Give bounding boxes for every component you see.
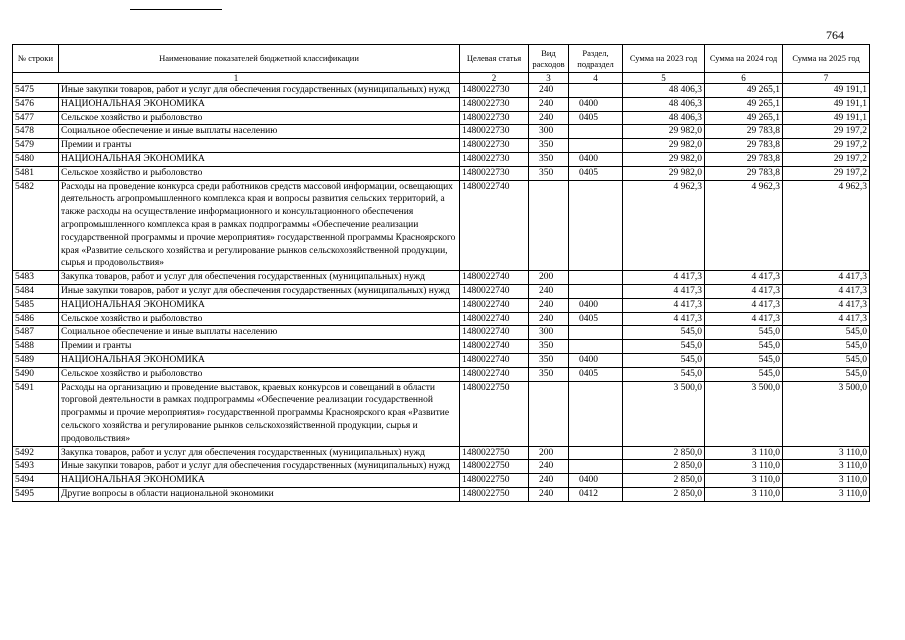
row-sum-2024: 4 962,3 (705, 180, 783, 271)
row-target: 1480022730 (460, 152, 529, 166)
row-target: 1480022730 (460, 125, 529, 139)
row-sum-2023: 29 982,0 (623, 152, 705, 166)
row-razdel: 0400 (569, 353, 623, 367)
row-name: Закупка товаров, работ и услуг для обеспечения государственных (муниципальных) нужд (59, 446, 460, 460)
row-name: НАЦИОНАЛЬНАЯ ЭКОНОМИКА (59, 298, 460, 312)
colnum-1: 1 (13, 73, 460, 84)
row-sum-2023: 29 982,0 (623, 166, 705, 180)
row-sum-2025: 545,0 (783, 326, 870, 340)
row-sum-2023: 4 417,3 (623, 312, 705, 326)
row-vid (529, 180, 569, 271)
row-sum-2024: 545,0 (705, 340, 783, 354)
row-target: 1480022740 (460, 326, 529, 340)
row-vid: 240 (529, 487, 569, 501)
row-target: 1480022740 (460, 312, 529, 326)
row-name: Сельское хозяйство и рыболовство (59, 312, 460, 326)
row-vid: 350 (529, 152, 569, 166)
row-sum-2024: 3 500,0 (705, 381, 783, 446)
row-sum-2023: 48 406,3 (623, 111, 705, 125)
row-number: 5481 (13, 166, 59, 180)
top-rule (130, 9, 222, 10)
header-row (13, 45, 870, 73)
row-vid: 240 (529, 298, 569, 312)
row-sum-2023: 4 417,3 (623, 284, 705, 298)
row-name: Сельское хозяйство и рыболовство (59, 166, 460, 180)
row-razdel: 0405 (569, 367, 623, 381)
table-row (13, 152, 870, 166)
row-sum-2024: 3 110,0 (705, 460, 783, 474)
table-row (13, 139, 870, 153)
row-sum-2024: 4 417,3 (705, 298, 783, 312)
row-razdel (569, 340, 623, 354)
row-sum-2023: 29 982,0 (623, 139, 705, 153)
row-sum-2024: 49 265,1 (705, 97, 783, 111)
row-razdel: 0405 (569, 166, 623, 180)
row-target: 1480022740 (460, 367, 529, 381)
row-sum-2025: 545,0 (783, 353, 870, 367)
row-target: 1480022740 (460, 271, 529, 285)
row-vid: 240 (529, 97, 569, 111)
row-vid: 300 (529, 125, 569, 139)
row-number: 5480 (13, 152, 59, 166)
row-sum-2023: 4 417,3 (623, 271, 705, 285)
row-sum-2025: 29 197,2 (783, 152, 870, 166)
row-target: 1480022750 (460, 474, 529, 488)
row-number: 5491 (13, 381, 59, 446)
row-target: 1480022750 (460, 460, 529, 474)
row-razdel (569, 446, 623, 460)
row-target: 1480022730 (460, 139, 529, 153)
table-row (13, 180, 870, 271)
row-target: 1480022730 (460, 84, 529, 98)
row-number: 5492 (13, 446, 59, 460)
row-sum-2023: 48 406,3 (623, 84, 705, 98)
row-name: Закупка товаров, работ и услуг для обеспечения государственных (муниципальных) нужд (59, 271, 460, 285)
header-razdel: Раздел, подраздел (569, 45, 623, 73)
table-row (13, 381, 870, 446)
header-sum-2025: Сумма на 2025 год (783, 45, 870, 73)
table-row (13, 97, 870, 111)
row-sum-2024: 545,0 (705, 367, 783, 381)
row-sum-2025: 545,0 (783, 340, 870, 354)
row-number: 5489 (13, 353, 59, 367)
row-number: 5484 (13, 284, 59, 298)
table-row (13, 326, 870, 340)
row-name: Иные закупки товаров, работ и услуг для обеспечения государственных (муниципальных) нужд (59, 84, 460, 98)
budget-table (12, 44, 870, 502)
row-razdel (569, 326, 623, 340)
row-number: 5479 (13, 139, 59, 153)
row-number: 5493 (13, 460, 59, 474)
row-vid: 240 (529, 84, 569, 98)
row-sum-2025: 49 191,1 (783, 84, 870, 98)
row-name: НАЦИОНАЛЬНАЯ ЭКОНОМИКА (59, 97, 460, 111)
column-number-row (13, 73, 870, 84)
row-sum-2023: 545,0 (623, 340, 705, 354)
row-name: Расходы на проведение конкурса среди работников средств массовой информации, освещающих деятельность агропромышленного комплекса края и вопросы развития сельских территорий, а также расходы на осуществление информационного и консультационного обеспечения агропромышленного комплекса края в рамках подпрограммы «Обеспечение реализации государственной программы и прочие мероприятия» государственной программы Красноярского края «Развитие сельского хозяйства и регулирование рынков сельскохозяйственной продукции, сырья и продовольствия» (59, 180, 460, 271)
row-sum-2024: 29 783,8 (705, 166, 783, 180)
row-sum-2023: 545,0 (623, 367, 705, 381)
row-name: Социальное обеспечение и иные выплаты населению (59, 326, 460, 340)
row-sum-2024: 49 265,1 (705, 111, 783, 125)
table-row (13, 367, 870, 381)
row-name: НАЦИОНАЛЬНАЯ ЭКОНОМИКА (59, 353, 460, 367)
row-razdel (569, 180, 623, 271)
row-sum-2023: 29 982,0 (623, 125, 705, 139)
table-row (13, 284, 870, 298)
row-sum-2024: 4 417,3 (705, 312, 783, 326)
row-vid: 350 (529, 353, 569, 367)
row-razdel: 0405 (569, 312, 623, 326)
row-target: 1480022740 (460, 298, 529, 312)
row-target: 1480022730 (460, 111, 529, 125)
row-sum-2025: 49 191,1 (783, 111, 870, 125)
row-name: НАЦИОНАЛЬНАЯ ЭКОНОМИКА (59, 152, 460, 166)
row-number: 5494 (13, 474, 59, 488)
row-sum-2024: 3 110,0 (705, 474, 783, 488)
row-number: 5475 (13, 84, 59, 98)
row-sum-2025: 3 110,0 (783, 446, 870, 460)
row-sum-2024: 29 783,8 (705, 125, 783, 139)
header-sum-2024: Сумма на 2024 год (705, 45, 783, 73)
row-vid: 200 (529, 271, 569, 285)
table-row (13, 312, 870, 326)
row-sum-2024: 49 265,1 (705, 84, 783, 98)
row-razdel (569, 460, 623, 474)
row-target: 1480022750 (460, 487, 529, 501)
row-sum-2025: 545,0 (783, 367, 870, 381)
row-vid: 200 (529, 446, 569, 460)
row-sum-2024: 3 110,0 (705, 487, 783, 501)
row-sum-2024: 29 783,8 (705, 152, 783, 166)
row-name: Премии и гранты (59, 340, 460, 354)
row-sum-2025: 29 197,2 (783, 166, 870, 180)
row-target: 1480022730 (460, 97, 529, 111)
table-row (13, 460, 870, 474)
table-row (13, 340, 870, 354)
table-row (13, 298, 870, 312)
colnum-2: 2 (460, 73, 529, 84)
row-number: 5485 (13, 298, 59, 312)
row-number: 5476 (13, 97, 59, 111)
row-number: 5478 (13, 125, 59, 139)
row-sum-2023: 545,0 (623, 326, 705, 340)
colnum-7: 7 (783, 73, 870, 84)
header-sum-2023: Сумма на 2023 год (623, 45, 705, 73)
row-vid: 240 (529, 284, 569, 298)
row-name: Другие вопросы в области национальной экономики (59, 487, 460, 501)
row-sum-2023: 545,0 (623, 353, 705, 367)
row-razdel (569, 271, 623, 285)
row-target: 1480022730 (460, 166, 529, 180)
row-sum-2023: 4 417,3 (623, 298, 705, 312)
row-number: 5482 (13, 180, 59, 271)
row-razdel (569, 284, 623, 298)
row-name: Сельское хозяйство и рыболовство (59, 111, 460, 125)
row-target: 1480022750 (460, 446, 529, 460)
row-number: 5488 (13, 340, 59, 354)
row-sum-2025: 3 110,0 (783, 487, 870, 501)
row-target: 1480022740 (460, 353, 529, 367)
row-sum-2024: 3 110,0 (705, 446, 783, 460)
row-vid: 350 (529, 166, 569, 180)
row-razdel: 0400 (569, 97, 623, 111)
colnum-5: 5 (623, 73, 705, 84)
row-target: 1480022740 (460, 284, 529, 298)
row-vid: 350 (529, 340, 569, 354)
row-sum-2025: 3 110,0 (783, 474, 870, 488)
table-row (13, 271, 870, 285)
colnum-4: 4 (569, 73, 623, 84)
row-razdel: 0400 (569, 152, 623, 166)
row-razdel: 0412 (569, 487, 623, 501)
row-name: Сельское хозяйство и рыболовство (59, 367, 460, 381)
table-row (13, 84, 870, 98)
row-vid: 240 (529, 460, 569, 474)
row-razdel: 0400 (569, 474, 623, 488)
colnum-3: 3 (529, 73, 569, 84)
row-vid (529, 381, 569, 446)
row-name: Иные закупки товаров, работ и услуг для обеспечения государственных (муниципальных) нужд (59, 284, 460, 298)
row-target: 1480022740 (460, 180, 529, 271)
row-razdel (569, 125, 623, 139)
row-sum-2024: 4 417,3 (705, 284, 783, 298)
header-target: Целевая статья (460, 45, 529, 73)
table-row (13, 353, 870, 367)
row-sum-2025: 4 962,3 (783, 180, 870, 271)
row-vid: 350 (529, 139, 569, 153)
row-sum-2023: 4 962,3 (623, 180, 705, 271)
table-row (13, 474, 870, 488)
row-sum-2025: 29 197,2 (783, 139, 870, 153)
row-razdel (569, 381, 623, 446)
row-sum-2023: 2 850,0 (623, 474, 705, 488)
row-sum-2023: 2 850,0 (623, 460, 705, 474)
page-number: 764 (826, 28, 844, 42)
row-sum-2023: 48 406,3 (623, 97, 705, 111)
colnum-6: 6 (705, 73, 783, 84)
row-number: 5495 (13, 487, 59, 501)
table-row (13, 111, 870, 125)
row-sum-2024: 29 783,8 (705, 139, 783, 153)
row-sum-2025: 4 417,3 (783, 312, 870, 326)
row-number: 5487 (13, 326, 59, 340)
row-number: 5483 (13, 271, 59, 285)
row-vid: 240 (529, 111, 569, 125)
table-row (13, 166, 870, 180)
row-name: НАЦИОНАЛЬНАЯ ЭКОНОМИКА (59, 474, 460, 488)
table-row (13, 125, 870, 139)
row-sum-2025: 4 417,3 (783, 298, 870, 312)
row-razdel: 0400 (569, 298, 623, 312)
row-sum-2025: 4 417,3 (783, 271, 870, 285)
row-name: Расходы на организацию и проведение выставок, краевых конкурсов и совещаний в области торговой деятельности в рамках подпрограммы «Обеспечение реализации государственной программы и прочие мероприятия» государственной программы Красноярского края «Развитие сельского хозяйства и регулирование рынков сельскохозяйственной продукции, сырья и продовольствия» (59, 381, 460, 446)
header-name: Наименование показателей бюджетной классификации (59, 45, 460, 73)
row-sum-2025: 29 197,2 (783, 125, 870, 139)
header-row-no: № строки (13, 45, 59, 73)
row-vid: 240 (529, 474, 569, 488)
row-number: 5477 (13, 111, 59, 125)
row-razdel: 0405 (569, 111, 623, 125)
row-sum-2025: 4 417,3 (783, 284, 870, 298)
row-sum-2024: 545,0 (705, 353, 783, 367)
row-target: 1480022750 (460, 381, 529, 446)
row-vid: 240 (529, 312, 569, 326)
row-sum-2025: 3 110,0 (783, 460, 870, 474)
row-sum-2024: 545,0 (705, 326, 783, 340)
row-vid: 350 (529, 367, 569, 381)
row-number: 5486 (13, 312, 59, 326)
row-name: Премии и гранты (59, 139, 460, 153)
row-razdel (569, 84, 623, 98)
row-sum-2023: 2 850,0 (623, 487, 705, 501)
row-sum-2023: 2 850,0 (623, 446, 705, 460)
header-vid: Вид расходов (529, 45, 569, 73)
row-sum-2025: 49 191,1 (783, 97, 870, 111)
row-sum-2023: 3 500,0 (623, 381, 705, 446)
row-name: Иные закупки товаров, работ и услуг для обеспечения государственных (муниципальных) нужд (59, 460, 460, 474)
row-number: 5490 (13, 367, 59, 381)
table-row (13, 446, 870, 460)
row-razdel (569, 139, 623, 153)
row-target: 1480022740 (460, 340, 529, 354)
row-sum-2024: 4 417,3 (705, 271, 783, 285)
row-name: Социальное обеспечение и иные выплаты населению (59, 125, 460, 139)
table-row (13, 487, 870, 501)
row-vid: 300 (529, 326, 569, 340)
row-sum-2025: 3 500,0 (783, 381, 870, 446)
